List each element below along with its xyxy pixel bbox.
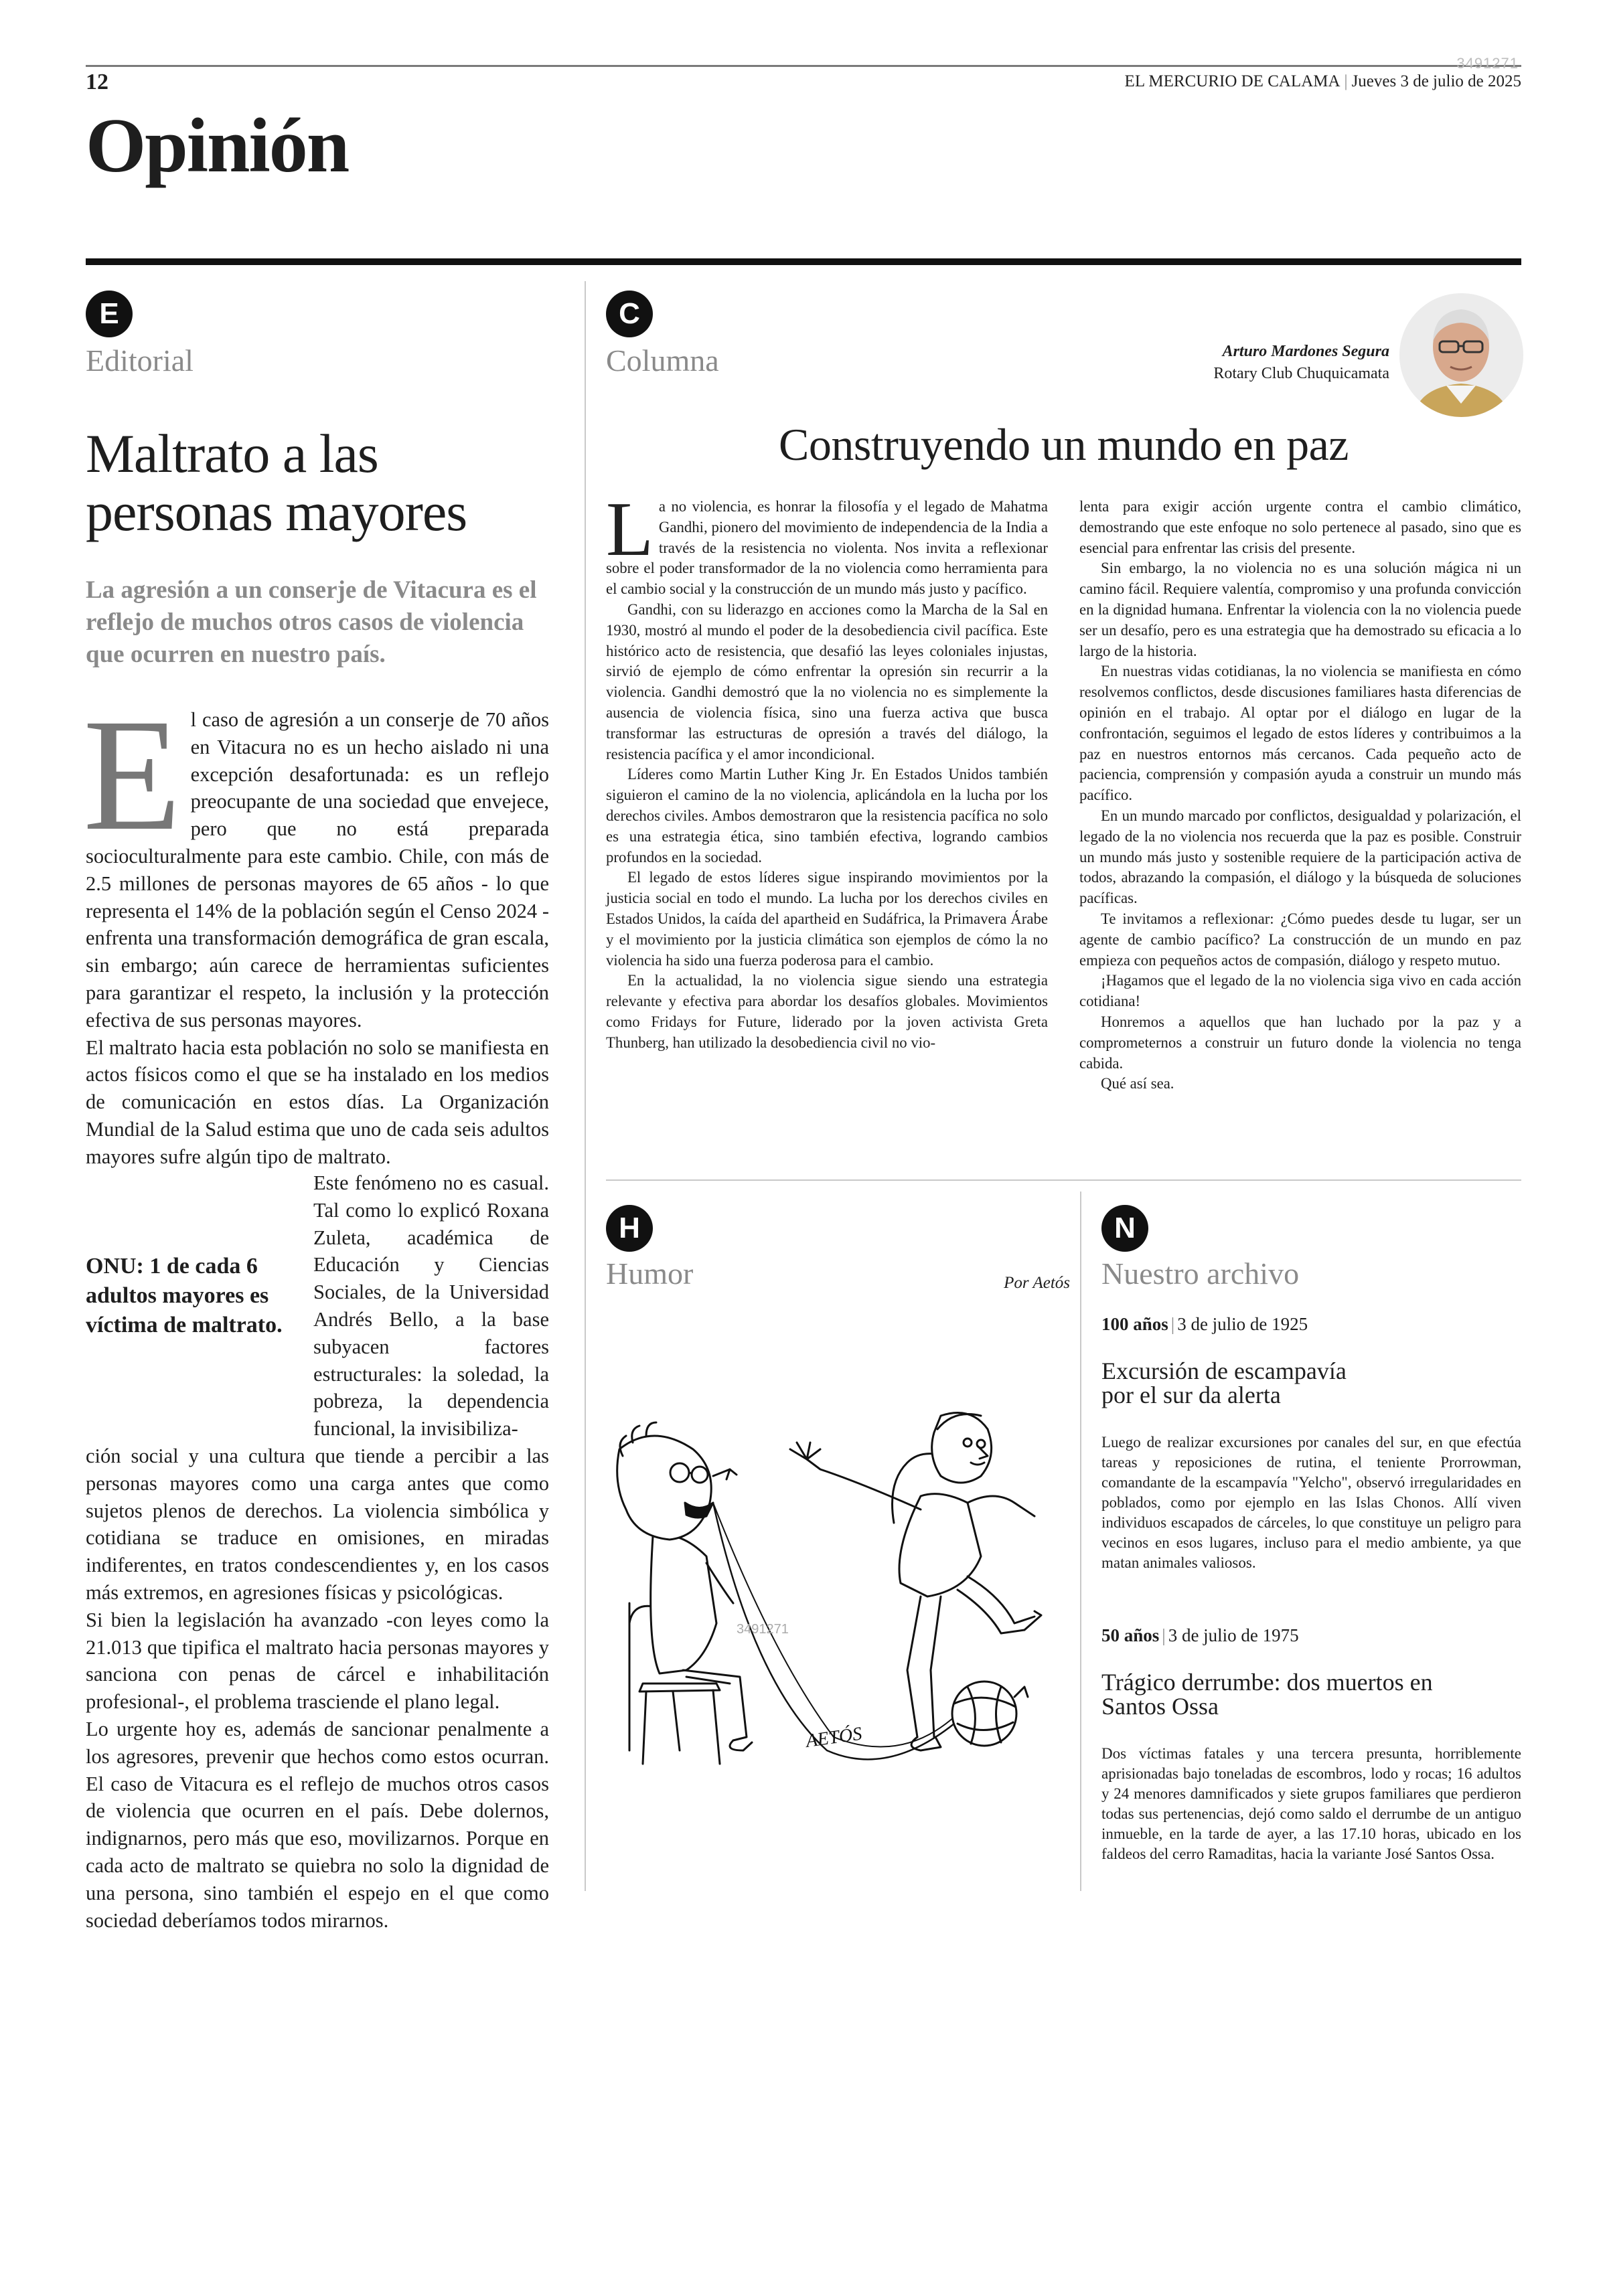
archive-body xyxy=(1101,1744,1521,1864)
publication-name: EL MERCURIO DE CALAMA xyxy=(1124,72,1341,90)
page-code: 3491271 xyxy=(1456,55,1519,72)
top-rule xyxy=(86,65,1521,67)
humor-kicker: Humor xyxy=(606,1256,694,1291)
section-rule xyxy=(86,258,1521,265)
column-paragraph: a no violencia, es honrar la filosofía y el legado de Mahatma Gandhi, pionero del movimiento de independencia de la India a través de la resistencia no violenta. Nos invita a reflexionar sobre el poder transformador de la no violencia como herramienta para el cambio social y la construcción de un mundo más justo y pacífico. xyxy=(606,498,1048,598)
editorial-badge: E xyxy=(86,291,133,337)
archive-item-date: 50 años | 3 de julio de 1975 xyxy=(1101,1625,1299,1645)
editorial-deck: La agresión a un conserje de Vitacura es el reflejo de muchos otros casos de violencia que ocurren en nuestro país. xyxy=(86,576,537,669)
editorial-body-top xyxy=(83,685,549,1177)
column-paragraph: En la actualidad, la no violencia sigue siendo una estrategia relevante y efectiva para abordar los desafíos globales. Movimientos como Fridays for Future, liderado por la joven activista Greta Thunberg, han utilizado la desobediencia civil no vio- xyxy=(606,972,1048,1051)
archive-years: 100 años xyxy=(1101,1314,1168,1334)
humor-byline: Por Aetós xyxy=(1004,1274,1070,1292)
archive-paragraph: Luego de realizar excursiones por canales del sur, en que efectúa tareas y reposiciones de rutina, el teniente Prorrowman, comandante de la escampavía "Yelcho", observó irregularidades en poblados, como por ejemplo en las Islas Chonos. Allí viven individuos escapados de cárceles, lo que constituye un peligro para vecinos en esos lugares, incluso para el medio ambiente, ya que matan animales valiosos. xyxy=(1101,1434,1521,1571)
lower-column-divider xyxy=(1080,1192,1081,1891)
column-paragraph: Honremos a aquellos que han luchado por la paz y a comprometernos a construir un futuro donde la violencia no tenga cabida. xyxy=(1079,1013,1521,1072)
archive-headline: Excursión de escampavía por el sur da alerta xyxy=(1101,1358,1347,1408)
column-body-right xyxy=(1079,497,1521,1094)
archive-body xyxy=(1101,1432,1521,1573)
column-author-affiliation: Rotary Club Chuquicamata xyxy=(1213,365,1389,382)
editorial-paragraph: l caso de agresión a un conserje de 70 años en Vitacura no es un hecho aislado ni una excepción desafortunada: es un reflejo preocupante de una sociedad que envejece, pero que no está preparada socioculturalmente para este cambio. Chile, con más de 2.5 millones de personas mayores de 65 años - lo que representa el 14% de la población según el Censo 2024 - enfrenta una transformación demográfica de gran escala, sin embargo; aún carece de herramientas suficientes para garantizar el respeto, la inclusión y la protección efectiva de sus personas mayores. xyxy=(86,708,549,1032)
column-divider xyxy=(585,281,586,1891)
horizontal-divider xyxy=(606,1179,1521,1181)
archive-item-date: 100 años | 3 de julio de 1925 xyxy=(1101,1314,1308,1334)
column-dropcap: L xyxy=(606,487,654,572)
editorial-paragraph: El maltrato hacia esta población no solo se manifiesta en actos físicos como el que se ha instalado en los medios de comunicación en estos días. La Organización Mundial de la Salud estima que uno de cada seis adultos mayores sufre algún tipo de maltrato. xyxy=(86,1036,549,1168)
masthead: EL MERCURIO DE CALAMA | Jueves 3 de julio de 2025 xyxy=(1124,72,1521,90)
editorial-paragraph: Lo urgente hoy es, además de sancionar penalmente a los agresores, prevenir que hechos como estos ocurran. El caso de Vitacura es el reflejo de muchos otros casos de violencia que ocurren en el país. Debe dolernos, indignarnos, pero más que eso, movilizarnos. Porque en cada acto de maltrato se quiebra no solo la dignidad de una persona, sino también el espejo en el que como sociedad deberíamos todos mirarnos. xyxy=(86,1717,549,1932)
column-paragraph: lenta para exigir acción urgente contra el cambio climático, demostrando que este enfoque no solo pertenece al pasado, sino que es esencial para enfrentar las crisis del presente. xyxy=(1079,498,1521,556)
editorial-kicker: Editorial xyxy=(86,343,194,378)
author-portrait-icon xyxy=(1399,293,1523,417)
editorial-dropcap: E xyxy=(83,685,181,864)
archive-date: 3 de julio de 1925 xyxy=(1177,1314,1308,1334)
column-badge: C xyxy=(606,291,653,337)
column-paragraph: Qué así sea. xyxy=(1101,1075,1174,1092)
publication-date: Jueves 3 de julio de 2025 xyxy=(1351,72,1521,90)
archive-kicker: Nuestro archivo xyxy=(1101,1256,1300,1291)
editorial-paragraph: ción social y una cultura que tiende a percibir a las personas mayores como una carga antes que como sujetos plenos de derechos. La violencia simbólica y cotidiana se traduce en omisiones, en miradas indiferentes, en tratos condescendientes y, en los casos más extremos, en agresiones físicas y psicológicas. xyxy=(86,1444,549,1604)
cartoon-illustration-icon xyxy=(606,1402,1071,1777)
column-title: Construyendo un mundo en paz xyxy=(779,419,1349,470)
archive-badge: N xyxy=(1101,1205,1148,1252)
archive-paragraph: Dos víctimas fatales y una tercera presunta, horriblemente aprisionadas bajo toneladas de escombros, lodo y rocas; 16 adultos y 24 menores damnificados y siete grupos familiares que perdieron todas sus pertenencias, dejó como saldo el derrumbe de un antiguo inmueble, en la tarde de ayer, a las 17.10 horas, ubicado en los faldeos del cerro Ramaditas, hacia la variante José Santos Ossa. xyxy=(1101,1745,1521,1862)
editorial-pullquote: ONU: 1 de cada 6 adultos mayores es víctima de maltrato. xyxy=(86,1254,283,1337)
column-paragraph: Líderes como Martin Luther King Jr. En Estados Unidos también siguieron el camino de la no violencia, aplicándola en la lucha por los derechos civiles. Ambos demostraron que la resistencia pacífica no solo es una estrategia ética, sino también efectiva, logrando cambios profundos en la sociedad. xyxy=(606,766,1048,866)
column-paragraph: El legado de estos líderes sigue inspirando movimientos por la justicia social en todo el mundo. La lucha por los derechos civiles en Estados Unidos, la caída del apartheid en Sudáfrica, la Primavera Árabe y el movimiento por la justicia climática son ejemplos de cómo la no violencia ha sido una fuerza poderosa para el cambio. xyxy=(606,869,1048,969)
column-author: Arturo Mardones Segura xyxy=(1222,343,1389,360)
editorial-title: Maltrato a las personas mayores xyxy=(86,423,467,542)
editorial-paragraph: Este fenómeno no es casual. Tal como lo explicó Roxana Zuleta, académica de Educación y Ciencias Sociales, de la Universidad Andrés Bello, a la base subyacen factores estructurales: la soledad, la pobreza, la dependencia funcional, la invisibiliza- xyxy=(313,1171,549,1441)
humor-badge: H xyxy=(606,1205,653,1252)
column-paragraph: Te invitamos a reflexionar: ¿Cómo puedes desde tu lugar, ser un agente de cambio pacífico? La construcción de un mundo en paz empieza con pequeños actos de compasión, diálogo y respeto mutuo. xyxy=(1079,910,1521,969)
section-title: Opinión xyxy=(86,103,349,189)
column-paragraph: ¡Hagamos que el legado de la no violencia siga vivo en cada acción cotidiana! xyxy=(1079,972,1521,1010)
column-paragraph: En nuestras vidas cotidianas, la no violencia se manifiesta en cómo resolvemos conflictos, desde discusiones familiares hasta diferencias de opinión en el trabajo. Al optar por el diálogo en lugar de la confrontación, seguimos el legado de estos líderes y contribuimos a la paz en nuestros entornos más cercanos. Cada pequeño acto de paciencia, comprensión y compasión ayuda a construir un mundo más pacífico. xyxy=(1079,663,1521,804)
cartoon-watermark: 3491271 xyxy=(737,1622,789,1637)
cartoon-signature: AETÓS xyxy=(804,1723,864,1752)
humor-cartoon xyxy=(606,1402,1071,1777)
column-body-left xyxy=(606,487,1048,1054)
column-kicker: Columna xyxy=(606,343,719,378)
page-number: 12 xyxy=(86,70,108,94)
editorial-paragraph: Si bien la legislación ha avanzado -con leyes como la 21.013 que tipifica el maltrato hacia personas mayores y sanciona con penas de cárcel e inhabilitación profesional-, el problema trasciende el plano legal. xyxy=(86,1608,549,1714)
archive-headline: Trágico derrumbe: dos muertos en Santos Ossa xyxy=(1101,1669,1433,1720)
archive-years: 50 años xyxy=(1101,1625,1160,1645)
column-paragraph: Gandhi, con su liderazgo en acciones como la Marcha de la Sal en 1930, mostró al mundo el poder de la desobediencia civil pacífica. Este histórico acto de resistencia, que desafió las leyes coloniales injustas, sirvió de ejemplo de cómo enfrentar la opresión sin recurrir a la violencia. Gandhi demostró que la no violencia no es simplemente la ausencia de violencia física, sino una fuerza activa que busca transformar las estructuras de opresión a través del diálogo, la resistencia pacífica y el amor incondicional. xyxy=(606,600,1048,762)
column-paragraph: Sin embargo, la no violencia no es una solución mágica ni un camino fácil. Requiere valentía, compromiso y una profunda convicción en la dignidad humana. Enfrentar la violencia con la no violencia puede ser un desafío, pero es una estrategia que ha demostrado su eficacia a lo largo de la historia. xyxy=(1079,560,1521,659)
column-paragraph: En un mundo marcado por conflictos, desigualdad y polarización, el legado de la no violencia nos recuerda que la paz es posible. Construir un mundo más justo y sostenible requiere de la participación activa de todos, abrazando la compasión, el diálogo y la búsqueda de soluciones pacíficas. xyxy=(1079,807,1521,907)
author-photo xyxy=(1399,293,1523,417)
archive-date: 3 de julio de 1975 xyxy=(1168,1625,1299,1645)
